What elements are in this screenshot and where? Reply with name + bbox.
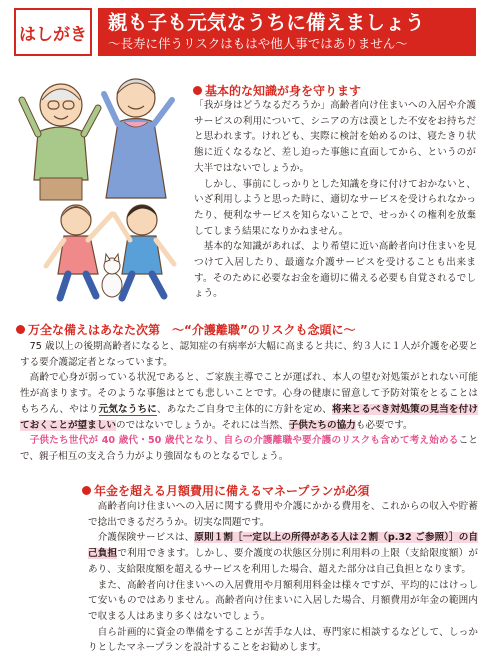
section3-heading: 年金を超える月額費用に備えるマネープランが必須 [82,482,369,499]
section1-body [194,98,476,302]
section1-paragraph: 「我が身はどうなるだろうか」高齢者向け住まいへの入居や介護サービスの利用について、シニアの方は漠とした不安をお持ちだと思われます。けれども、実際に検討を始めるのは、寝たきり状態に近くなるなど、差し迫った事態に直面してから、というのが大半ではないでしょうか。 [194,100,476,174]
man-figure [114,205,174,298]
emphasis-text: 子供たちの協力 [288,419,356,431]
section3-paragraph: 自ら計画的に資金の準備をすることが苦手な人は、専門家に相談するなどして、しっかりとしたマネープランを設計することをお勧めします。 [88,626,478,654]
section3-body [88,499,478,656]
section1-heading: 基本的な知識が身を守ります [193,82,361,99]
section1-paragraph: しかし、事前にしっかりとした知識を身に付けておかないと、いざ利用しようと思った時に、適切なサービスを受けられなかったり、便利なサービスを知らないことで、せっかくの権利を放棄してしまう結果になりかねません。 [194,178,476,237]
section1-paragraph: 基本的な知識があれば、より希望に近い高齢者向け住まいを見つけて入居したり、最適な介護サービスを受けることも出来ます。そのために必要なお金を適切に備える必要も自覚されるでしょう。 [194,241,476,300]
section2-paragraph: 高齢で心身が弱っている状況であると、ご家族主導でことが運ばれ、本人の望む対処策がとれない可能性が高まります。そのような事態はとても悲しいことです。心身の健康に留意して予防対策をとることはもちろん、やはり元気なうちに、あなたご自身で主体的に方針を定め、将来とるべき対処策の見当を付けておくことが望ましいのではないでしょうか。それには当然、子供たちの協力も必要です。 [20,372,479,431]
cat-figure [102,254,122,297]
page-header [14,8,476,58]
grandfather-figure [22,84,98,200]
bullet-dot-icon [16,325,25,334]
section2-heading: 万全な備えはあなた次第 ～“介護離職”のリスクも念頭に～ [16,321,356,338]
section2-paragraph: 75 歳以上の後期高齢者になると、認知症の有病率が大幅に高まると共に、約３人に１人が介護を必要とする要介護認定者となっています。 [20,341,478,368]
emphasis-text: 原則１割［一定以上の所得がある人は２割（p.32 ご参照）］の自己負担 [88,532,479,560]
highlight-text: 子供たち世代が 40 歳代・50 歳代となり、自らの介護離職や要介護のリスクも含めて考え始める [29,435,459,447]
section3-paragraph: 介護保険サービスは、原則１割［一定以上の所得がある人は２割（p.32 ご参照）］の自己負担で利用できます。しかし、要介護度の状態区分別に利用料の上限（支給限度額）があり、支給限度額を超えるサービスを利用した場合、超えた部分は自己負担となります。 [88,532,479,575]
page-subtitle: ～長寿に伴うリスクはもはや他人事ではありません～ [108,36,408,51]
bullet-dot-icon [193,86,202,95]
section2-body [20,339,478,465]
page-title: 親も子も元気なうちに備えましょう [108,11,425,34]
section-label: はしがき [14,8,92,56]
section3-paragraph: 高齢者向け住まいへの入居に関する費用や介護にかかる費用を、これからの収入や貯蓄で捻出できるだろうか。切実な問題です。 [88,501,478,528]
family-illustration [16,70,184,305]
section3-paragraph: また、高齢者向け住まいへの入居費用や月額利用料金は様々ですが、平均的にはけっして安いものではありません。高齢者向け住まいに入居した場合、月額費用が年金の範囲内で収まる人はあまり多くはないでしょう。 [88,579,478,622]
title-banner [98,8,476,56]
emphasis-text: 将来とるべき対処策の見当を付けておくことが望ましい [20,403,479,431]
emphasis-text: 元気なうちに [98,403,157,415]
bullet-dot-icon [82,486,91,495]
grandmother-figure [104,79,172,198]
section2-paragraph: 子供たち世代が 40 歳代・50 歳代となり、自らの介護離職や要介護のリスクも含めて考え始めることで、親子相互の支え合う力がより強固なものとなるでしょう。 [20,435,478,462]
